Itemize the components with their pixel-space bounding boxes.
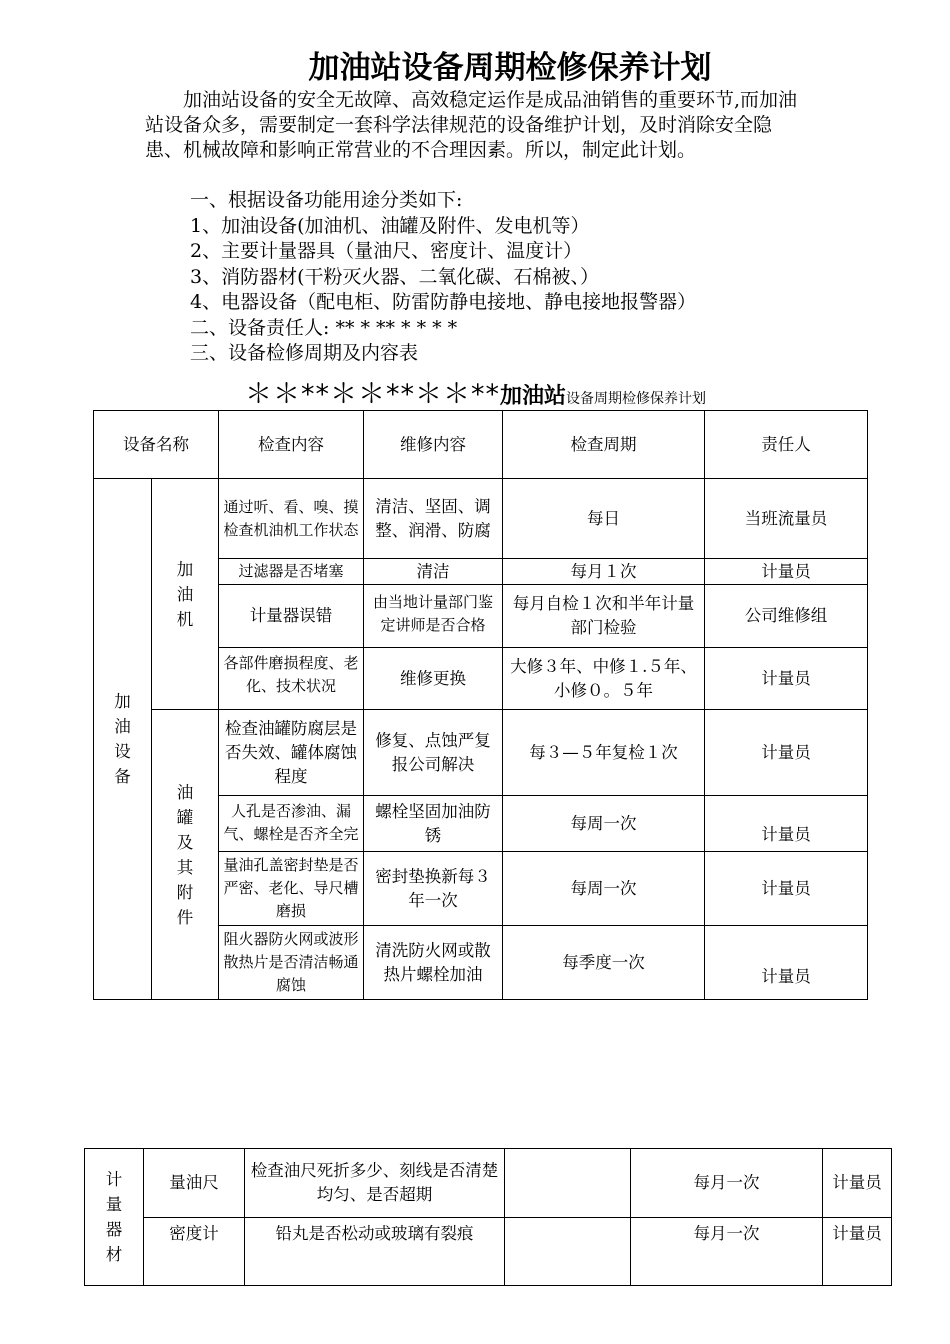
repair-cell: 清洗防火网或散热片螺栓加油 xyxy=(364,926,503,1000)
check-cell xyxy=(219,648,364,710)
outline-list xyxy=(190,188,696,367)
period-cell: 每周一次 xyxy=(503,852,705,926)
table-row xyxy=(94,710,868,796)
page-title: 加油站设备周期检修保养计划 xyxy=(308,50,712,86)
check-text: 人孔是否渗油、漏气、螺栓是否齐全完 xyxy=(223,801,359,843)
header-equipment: 设备名称 xyxy=(94,411,219,479)
empty-cell xyxy=(505,1149,631,1218)
subgroup-cell-tank xyxy=(152,710,219,1000)
person-cell: 计量员 xyxy=(705,926,868,1000)
check-cell: 过滤器是否堵塞 xyxy=(219,559,364,585)
person-cell: 公司维修组 xyxy=(705,585,868,648)
person-cell: 计量员 xyxy=(823,1149,892,1218)
table-row xyxy=(94,479,868,559)
repair-cell: 密封垫换新每３年一次 xyxy=(364,852,503,926)
person-cell: 当班流量员 xyxy=(705,479,868,559)
outline-item: 三、设备检修周期及内容表 xyxy=(190,342,419,364)
table-row xyxy=(85,1218,892,1286)
header-check: 检查内容 xyxy=(219,411,364,479)
table-header-row xyxy=(94,411,868,479)
intro-text: 加油站设备的安全无故障、高效稳定运作是成品油销售的重要环节,而加油站设备众多，需要制定一套科学法律规范的设备维护计划，及时消除安全隐患、机械故障和影响正常营业的不合理因素。所以，制定此计划。 xyxy=(145,89,798,161)
table-title xyxy=(245,372,706,411)
check-cell xyxy=(219,926,364,1000)
repair-cell: 修复、点蚀严复报公司解决 xyxy=(364,710,503,796)
check-cell: 计量器误错 xyxy=(219,585,364,648)
outline-item: 二、设备责任人: ** * ** * * * * xyxy=(190,316,458,339)
check-cell: 铅丸是否松动或玻璃有裂痕 xyxy=(245,1218,505,1286)
outline-item: 一、根据设备功能用途分类如下: xyxy=(190,189,463,211)
repair-cell xyxy=(364,585,503,648)
empty-cell xyxy=(505,1218,631,1286)
person-cell: 计量员 xyxy=(705,559,868,585)
person-cell: 计量员 xyxy=(705,796,868,852)
group-label: 计量器材 xyxy=(105,1170,123,1264)
subgroup-label: 油罐及其附件 xyxy=(176,782,194,927)
period-cell: 每月１次 xyxy=(503,559,705,585)
period-cell: 每周一次 xyxy=(503,796,705,852)
measuring-instruments-table xyxy=(84,1148,892,1286)
period-cell: 每月自检１次和半年计量部门检验 xyxy=(503,585,705,648)
group-cell xyxy=(94,479,152,1000)
group-label: 加油设备 xyxy=(114,692,131,786)
table-title-subtitle: 设备周期检修保养计划 xyxy=(566,391,707,407)
period-cell: 每月一次 xyxy=(631,1218,823,1286)
period-cell: 每季度一次 xyxy=(503,926,705,1000)
subgroup-cell-dispenser xyxy=(152,479,219,710)
person-cell: 计量员 xyxy=(823,1218,892,1286)
person-cell: 计量员 xyxy=(705,710,868,796)
header-repair: 维修内容 xyxy=(364,411,503,479)
header-person: 责任人 xyxy=(705,411,868,479)
name-cell: 密度计 xyxy=(144,1218,245,1286)
period-cell: 每３—５年复检１次 xyxy=(503,710,705,796)
outline-item: 2、主要计量器具（量油尺、密度计、温度计） xyxy=(190,240,583,262)
repair-cell: 维修更换 xyxy=(364,648,503,710)
period-cell: 每月一次 xyxy=(631,1149,823,1218)
repair-cell: 清洁 xyxy=(364,559,503,585)
repair-cell: 清洁、坚固、调整、润滑、防腐 xyxy=(364,479,503,559)
table-row xyxy=(85,1149,892,1218)
maintenance-table xyxy=(93,410,868,1000)
table-title-station: 加油站 xyxy=(500,384,567,409)
person-cell: 计量员 xyxy=(705,648,868,710)
period-cell: 每日 xyxy=(503,479,705,559)
check-text: 阻火器防火网或波形散热片是否清洁畅通腐蚀 xyxy=(223,929,359,994)
name-cell: 量油尺 xyxy=(144,1149,245,1218)
outline-item: 4、电器设备（配电柜、防雷防静电接地、静电接地报警器） xyxy=(190,291,697,313)
check-cell: 检查油尺死折多少、刻线是否清楚均匀、是否超期 xyxy=(245,1149,505,1218)
check-cell xyxy=(219,852,364,926)
group-cell xyxy=(85,1149,144,1286)
outline-item: 3、消防器材(干粉灭火器、二氧化碳、石棉被、） xyxy=(190,265,600,288)
check-cell: 通过听、看、嗅、摸检查机油机工作状态 xyxy=(219,479,364,559)
person-cell: 计量员 xyxy=(705,852,868,926)
outline-item: 1、加油设备(加油机、油罐及附件、发电机等） xyxy=(190,214,590,237)
check-text: 各部件磨损程度、老化、技术状况 xyxy=(223,653,359,695)
period-cell: 大修３年、中修１.５年、小修０。５年 xyxy=(503,648,705,710)
table-title-stars: ＊＊**＊＊**＊＊** xyxy=(245,379,500,410)
header-period: 检查周期 xyxy=(503,411,705,479)
check-text: 量油孔盖密封垫是否严密、老化、导尺槽磨损 xyxy=(223,855,359,920)
intro-paragraph xyxy=(145,88,805,163)
check-cell xyxy=(219,796,364,852)
check-cell: 检查油罐防腐层是否失效、罐体腐蚀程度 xyxy=(219,710,364,796)
repair-cell: 螺栓坚固加油防锈 xyxy=(364,796,503,852)
subgroup-label: 加油机 xyxy=(176,559,194,629)
repair-text: 由当地计量部门鉴定讲师是否合格 xyxy=(372,593,493,634)
